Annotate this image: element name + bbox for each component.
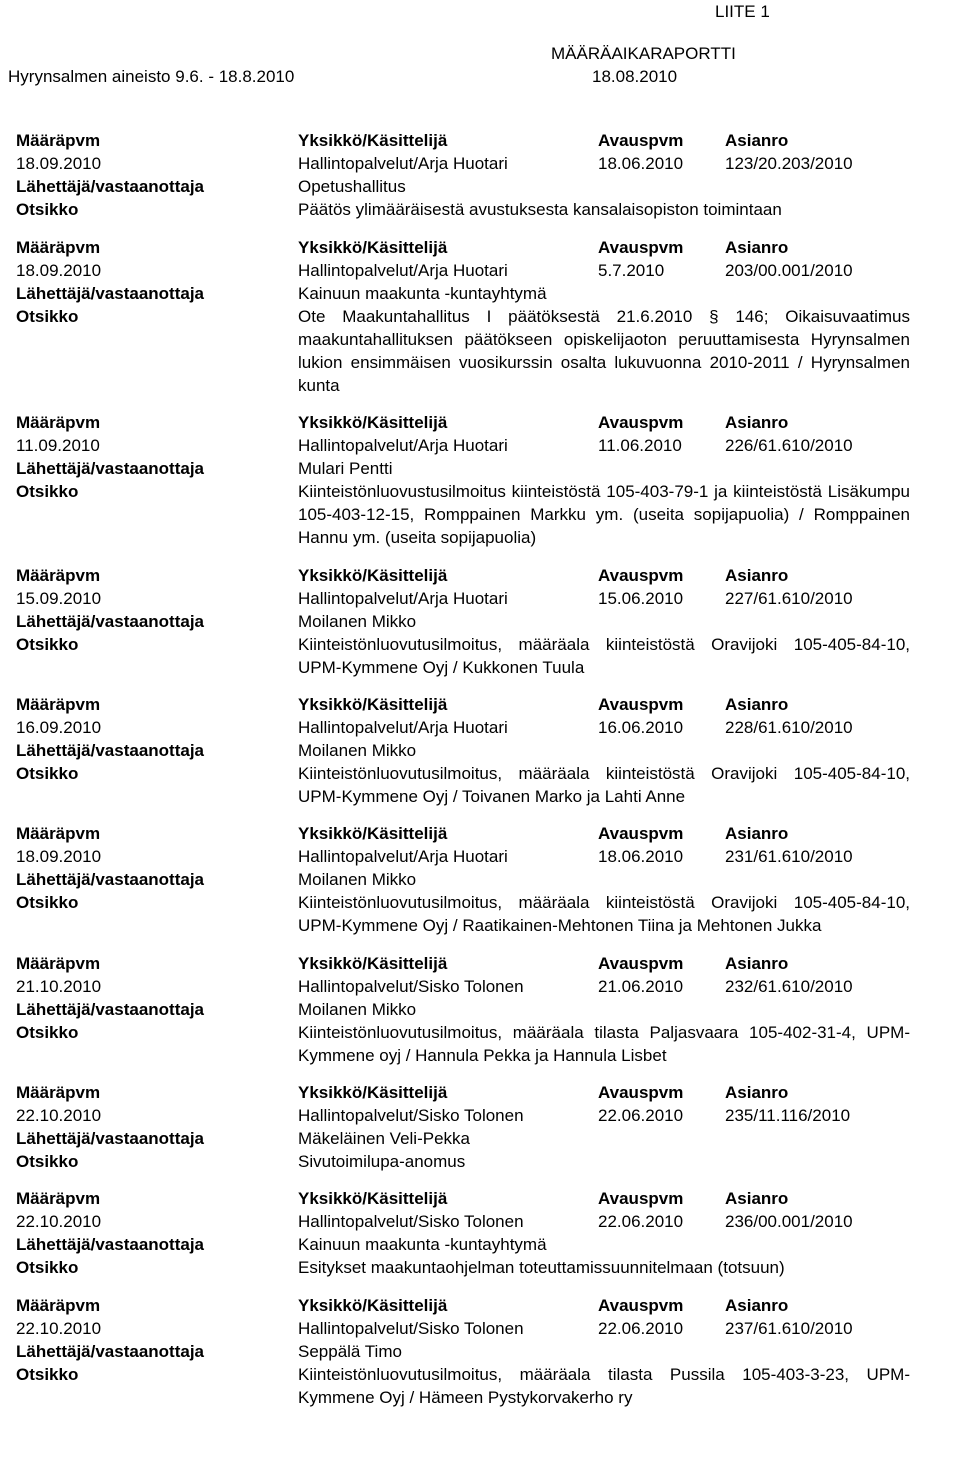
lahettaja-value: Mäkeläinen Veli-Pekka <box>298 1129 470 1148</box>
lahettaja-label: Lähettäjä/vastaanottaja <box>16 459 205 478</box>
otsikko-label: Otsikko <box>16 1258 79 1277</box>
asianro-header: Asianro <box>725 695 789 714</box>
asianro-header: Asianro <box>725 566 789 585</box>
lahettaja-row <box>8 1127 960 1150</box>
lahettaja-value: Moilanen Mikko <box>298 741 417 760</box>
record-header-row <box>8 1294 960 1317</box>
otsikko-value: Ote Maakuntahallitus I päätöksestä 21.6.2010 § 146; Oikaisuvaatimus maakuntahallituksen päätökseen opiskelijaoton peruuttamisesta Hyrynsalmen lukion ensimmäisen vuosikurssin osalta lukuvuonna 2010-2011 / Hyrynsalmen kunta <box>298 307 910 395</box>
record-values-row <box>8 152 960 175</box>
maarapvm-header: Määräpvm <box>16 413 101 432</box>
record-values-row <box>8 975 960 998</box>
otsikko-row <box>8 633 960 679</box>
avauspvm-value: 5.7.2010 <box>598 261 665 280</box>
otsikko-value: Kiinteistönluovutusilmoitus, määräala kiinteistöstä Oravijoki 105-405-84-10, UPM-Kymmene Oyj / Raatikainen-Mehtonen Tiina ja Mehtonen Jukka <box>298 893 910 935</box>
otsikko-row <box>8 480 960 549</box>
record-values-row <box>8 434 960 457</box>
record <box>0 952 960 1067</box>
asianro-header: Asianro <box>725 413 789 432</box>
maarapvm-value: 22.10.2010 <box>16 1212 102 1231</box>
maarapvm-value: 18.09.2010 <box>16 847 102 866</box>
lahettaja-value: Kainuun maakunta -kuntayhtymä <box>298 284 547 303</box>
avauspvm-header: Avauspvm <box>598 1296 684 1315</box>
yksikko-value: Hallintopalvelut/Sisko Tolonen <box>298 1319 524 1338</box>
avauspvm-value: 18.06.2010 <box>598 847 684 866</box>
record-values-row <box>8 587 960 610</box>
otsikko-label: Otsikko <box>16 307 79 326</box>
record-values-row <box>8 845 960 868</box>
otsikko-value: Kiinteistönluovutusilmoitus, määräala kiinteistöstä Oravijoki 105-405-84-10, UPM-Kymmene Oyj / Kukkonen Tuula <box>298 635 910 677</box>
asianro-value: 226/61.610/2010 <box>725 436 853 455</box>
asianro-value: 228/61.610/2010 <box>725 718 853 737</box>
yksikko-value: Hallintopalvelut/Sisko Tolonen <box>298 1106 524 1125</box>
asianro-value: 237/61.610/2010 <box>725 1319 853 1338</box>
avauspvm-value: 16.06.2010 <box>598 718 684 737</box>
asianro-header: Asianro <box>725 1083 789 1102</box>
maarapvm-value: 11.09.2010 <box>16 436 100 455</box>
record-header-row <box>8 564 960 587</box>
asianro-header: Asianro <box>725 824 789 843</box>
asianro-header: Asianro <box>725 1296 789 1315</box>
avauspvm-header: Avauspvm <box>598 824 684 843</box>
lahettaja-row <box>8 739 960 762</box>
avauspvm-value: 18.06.2010 <box>598 154 684 173</box>
asianro-value: 235/11.116/2010 <box>725 1106 851 1125</box>
avauspvm-value: 22.06.2010 <box>598 1106 684 1125</box>
record <box>0 129 960 221</box>
maarapvm-header: Määräpvm <box>16 1189 101 1208</box>
maarapvm-value: 21.10.2010 <box>16 977 102 996</box>
yksikko-value: Hallintopalvelut/Arja Huotari <box>298 847 508 866</box>
record-header-row <box>8 1187 960 1210</box>
otsikko-value: Kiinteistönluovustusilmoitus kiinteistöstä 105-403-79-1 ja kiinteistöstä Lisäkumpu 105-403-12-15, Romppainen Markku ym. (useita sopijapuolia) / Romppainen Hannu ym. (useita sopijapuolia) <box>298 482 910 547</box>
otsikko-row <box>8 305 960 397</box>
record-header-row <box>8 236 960 259</box>
lahettaja-value: Moilanen Mikko <box>298 612 417 631</box>
avauspvm-header: Avauspvm <box>598 566 684 585</box>
maarapvm-value: 18.09.2010 <box>16 261 102 280</box>
yksikko-value: Hallintopalvelut/Sisko Tolonen <box>298 977 524 996</box>
maarapvm-value: 16.09.2010 <box>16 718 102 737</box>
otsikko-label: Otsikko <box>16 635 79 654</box>
lahettaja-label: Lähettäjä/vastaanottaja <box>16 1235 205 1254</box>
report-date: 18.08.2010 <box>592 67 678 86</box>
lahettaja-row <box>8 868 960 891</box>
material-range: Hyrynsalmen aineisto 9.6. - 18.8.2010 <box>8 67 295 86</box>
otsikko-row <box>8 1021 960 1067</box>
lahettaja-value: Opetushallitus <box>298 177 406 196</box>
lahettaja-value: Mulari Pentti <box>298 459 393 478</box>
yksikko-header: Yksikkö/Käsittelijä <box>298 413 448 432</box>
lahettaja-row <box>8 175 960 198</box>
record-values-row <box>8 1317 960 1340</box>
avauspvm-value: 22.06.2010 <box>598 1212 684 1231</box>
record <box>0 1187 960 1279</box>
record-values-row <box>8 259 960 282</box>
avauspvm-header: Avauspvm <box>598 131 684 150</box>
avauspvm-header: Avauspvm <box>598 954 684 973</box>
lahettaja-label: Lähettäjä/vastaanottaja <box>16 284 205 303</box>
asianro-value: 123/20.203/2010 <box>725 154 853 173</box>
otsikko-value: Kiinteistönluovutusilmoitus, määräala kiinteistöstä Oravijoki 105-405-84-10, UPM-Kymmene Oyj / Toivanen Marko ja Lahti Anne <box>298 764 910 806</box>
otsikko-value: Sivutoimilupa-anomus <box>298 1152 466 1171</box>
avauspvm-header: Avauspvm <box>598 238 684 257</box>
lahettaja-value: Moilanen Mikko <box>298 870 417 889</box>
record <box>0 236 960 397</box>
asianro-value: 231/61.610/2010 <box>725 847 853 866</box>
record <box>0 822 960 937</box>
otsikko-row <box>8 198 960 221</box>
lahettaja-row <box>8 1233 960 1256</box>
yksikko-header: Yksikkö/Käsittelijä <box>298 1189 448 1208</box>
yksikko-header: Yksikkö/Käsittelijä <box>298 238 448 257</box>
record-values-row <box>8 716 960 739</box>
asianro-value: 232/61.610/2010 <box>725 977 853 996</box>
record <box>0 1294 960 1409</box>
otsikko-value: Kiinteistönluovutusilmoitus, määräala tilasta Paljasvaara 105-402-31-4, UPM-Kymmene oyj / Hannula Pekka ja Hannula Lisbet <box>298 1023 910 1065</box>
record-header-row <box>8 693 960 716</box>
lahettaja-label: Lähettäjä/vastaanottaja <box>16 870 205 889</box>
otsikko-value: Kiinteistönluovutusilmoitus, määräala tilasta Pussila 105-403-3-23, UPM-Kymmene Oyj / Hämeen Pystykorvakerho ry <box>298 1365 910 1407</box>
otsikko-row <box>8 891 960 937</box>
lahettaja-label: Lähettäjä/vastaanottaja <box>16 1342 205 1361</box>
record-header-row <box>8 1081 960 1104</box>
yksikko-value: Hallintopalvelut/Arja Huotari <box>298 436 508 455</box>
record <box>0 693 960 808</box>
yksikko-header: Yksikkö/Käsittelijä <box>298 1083 448 1102</box>
lahettaja-row <box>8 610 960 633</box>
maarapvm-value: 18.09.2010 <box>16 154 102 173</box>
yksikko-header: Yksikkö/Käsittelijä <box>298 695 448 714</box>
asianro-value: 203/00.001/2010 <box>725 261 853 280</box>
lahettaja-value: Kainuun maakunta -kuntayhtymä <box>298 1235 547 1254</box>
lahettaja-row <box>8 282 960 305</box>
avauspvm-header: Avauspvm <box>598 695 684 714</box>
otsikko-row <box>8 1363 960 1409</box>
yksikko-header: Yksikkö/Käsittelijä <box>298 566 448 585</box>
records-list <box>0 129 960 1409</box>
otsikko-label: Otsikko <box>16 893 79 912</box>
otsikko-label: Otsikko <box>16 1023 79 1042</box>
asianro-value: 227/61.610/2010 <box>725 589 853 608</box>
asianro-header: Asianro <box>725 1189 789 1208</box>
yksikko-value: Hallintopalvelut/Sisko Tolonen <box>298 1212 524 1231</box>
otsikko-label: Otsikko <box>16 1152 79 1171</box>
otsikko-row <box>8 762 960 808</box>
maarapvm-value: 22.10.2010 <box>16 1106 102 1125</box>
maarapvm-header: Määräpvm <box>16 1083 101 1102</box>
yksikko-value: Hallintopalvelut/Arja Huotari <box>298 589 508 608</box>
record <box>0 411 960 549</box>
yksikko-header: Yksikkö/Käsittelijä <box>298 131 448 150</box>
record-header-row <box>8 129 960 152</box>
lahettaja-label: Lähettäjä/vastaanottaja <box>16 612 205 631</box>
asianro-value: 236/00.001/2010 <box>725 1212 853 1231</box>
maarapvm-header: Määräpvm <box>16 824 101 843</box>
record <box>0 1081 960 1173</box>
asianro-header: Asianro <box>725 238 789 257</box>
otsikko-row <box>8 1150 960 1173</box>
maarapvm-header: Määräpvm <box>16 954 101 973</box>
record-header-row <box>8 822 960 845</box>
maarapvm-header: Määräpvm <box>16 1296 101 1315</box>
otsikko-value: Esitykset maakuntaohjelman toteuttamissuunnitelmaan (totsuun) <box>298 1258 785 1277</box>
yksikko-value: Hallintopalvelut/Arja Huotari <box>298 718 508 737</box>
maarapvm-header: Määräpvm <box>16 131 101 150</box>
lahettaja-row <box>8 457 960 480</box>
avauspvm-value: 15.06.2010 <box>598 589 684 608</box>
yksikko-header: Yksikkö/Käsittelijä <box>298 954 448 973</box>
maarapvm-value: 15.09.2010 <box>16 589 102 608</box>
yksikko-value: Hallintopalvelut/Arja Huotari <box>298 261 508 280</box>
record-values-row <box>8 1210 960 1233</box>
maarapvm-header: Määräpvm <box>16 238 101 257</box>
asianro-header: Asianro <box>725 954 789 973</box>
otsikko-value: Päätös ylimääräisestä avustuksesta kansalaisopiston toimintaan <box>298 200 782 219</box>
record-header-row <box>8 952 960 975</box>
record-values-row <box>8 1104 960 1127</box>
lahettaja-row <box>8 998 960 1021</box>
avauspvm-header: Avauspvm <box>598 1189 684 1208</box>
maarapvm-header: Määräpvm <box>16 566 101 585</box>
avauspvm-header: Avauspvm <box>598 1083 684 1102</box>
lahettaja-label: Lähettäjä/vastaanottaja <box>16 1129 205 1148</box>
otsikko-label: Otsikko <box>16 200 79 219</box>
report-title: MÄÄRÄAIKARAPORTTI <box>551 44 736 63</box>
lahettaja-label: Lähettäjä/vastaanottaja <box>16 1000 205 1019</box>
otsikko-label: Otsikko <box>16 482 79 501</box>
otsikko-row <box>8 1256 960 1279</box>
appendix-label: LIITE 1 <box>715 2 770 21</box>
lahettaja-label: Lähettäjä/vastaanottaja <box>16 741 205 760</box>
avauspvm-value: 22.06.2010 <box>598 1319 684 1338</box>
avauspvm-value: 21.06.2010 <box>598 977 684 996</box>
lahettaja-row <box>8 1340 960 1363</box>
avauspvm-value: 11.06.2010 <box>598 436 682 455</box>
otsikko-label: Otsikko <box>16 764 79 783</box>
yksikko-header: Yksikkö/Käsittelijä <box>298 824 448 843</box>
asianro-header: Asianro <box>725 131 789 150</box>
otsikko-label: Otsikko <box>16 1365 79 1384</box>
yksikko-header: Yksikkö/Käsittelijä <box>298 1296 448 1315</box>
lahettaja-value: Seppälä Timo <box>298 1342 402 1361</box>
record-header-row <box>8 411 960 434</box>
lahettaja-label: Lähettäjä/vastaanottaja <box>16 177 205 196</box>
maarapvm-header: Määräpvm <box>16 695 101 714</box>
record <box>0 564 960 679</box>
yksikko-value: Hallintopalvelut/Arja Huotari <box>298 154 508 173</box>
lahettaja-value: Moilanen Mikko <box>298 1000 417 1019</box>
avauspvm-header: Avauspvm <box>598 413 684 432</box>
maarapvm-value: 22.10.2010 <box>16 1319 102 1338</box>
